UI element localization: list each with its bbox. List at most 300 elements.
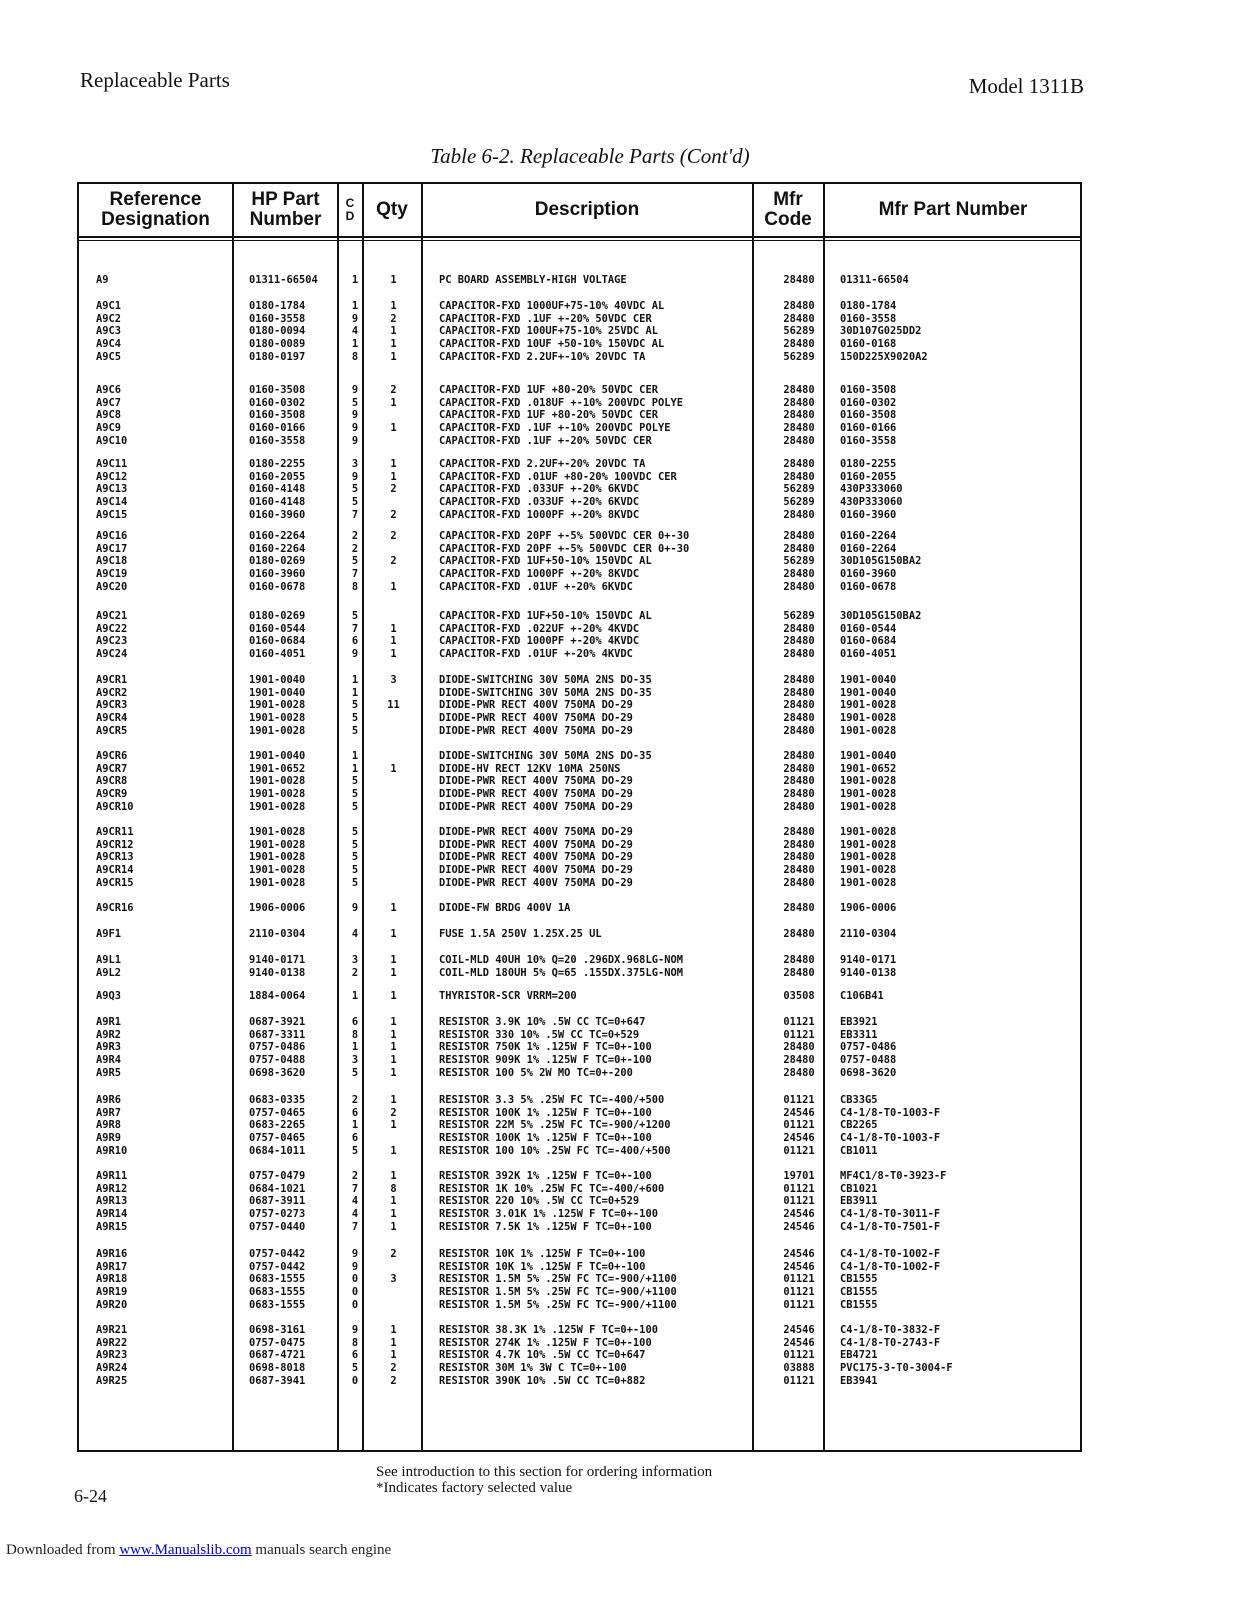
ref-designation: A9CR8 bbox=[96, 775, 128, 788]
cd-digit: 3 bbox=[351, 458, 359, 470]
cd-digit: 5 bbox=[351, 555, 359, 568]
mfr-part-number: C4-1/8-T0-2743-F bbox=[840, 1336, 941, 1349]
mfr-part-number: 0160-3558 bbox=[840, 312, 897, 325]
hp-part-number: 0757-0465 bbox=[249, 1132, 306, 1145]
table-row bbox=[79, 1029, 1080, 1042]
footnote-line: *Indicates factory selected value bbox=[376, 1480, 573, 1496]
header-rule bbox=[79, 236, 1080, 238]
table-row bbox=[79, 990, 1080, 1003]
ref-designation: A9R23 bbox=[96, 1349, 128, 1362]
cd-digit: 2 bbox=[351, 1094, 359, 1106]
mfr-part-number: 1901-0028 bbox=[840, 724, 897, 737]
table-row bbox=[79, 902, 1080, 915]
mfr-part-number: 9140-0138 bbox=[840, 966, 897, 979]
ref-designation: A9R12 bbox=[96, 1182, 128, 1195]
table-row bbox=[79, 530, 1080, 543]
cd-digit: 3 bbox=[351, 954, 359, 966]
cd-digit: 0 bbox=[351, 1298, 359, 1311]
hp-part-number: 0683-2265 bbox=[249, 1119, 306, 1132]
mfr-part-number: 1901-0028 bbox=[840, 876, 897, 889]
ref-designation: A9R11 bbox=[96, 1170, 128, 1182]
ref-designation: A9R9 bbox=[96, 1132, 122, 1145]
table-row bbox=[79, 712, 1080, 725]
mfr-part-number: C106B41 bbox=[840, 990, 884, 1002]
col-header-cd: C D bbox=[345, 196, 355, 223]
header-rule bbox=[79, 240, 1080, 241]
page-number: 6-24 bbox=[74, 1486, 107, 1506]
mfr-part-number: MF4C1/8-T0-3923-F bbox=[840, 1170, 947, 1182]
ref-designation: A9L2 bbox=[96, 966, 122, 979]
mfr-part-number: 0160-0684 bbox=[840, 635, 897, 648]
hp-part-number: 0757-0479 bbox=[249, 1170, 306, 1182]
ref-designation: A9C4 bbox=[96, 338, 122, 351]
description: RESISTOR 1.5M 5% .25W FC TC=-900/+1100 bbox=[439, 1286, 677, 1299]
mfr-code: 28480 bbox=[783, 788, 815, 801]
table-row bbox=[79, 397, 1080, 410]
hp-part-number: 0160-0678 bbox=[249, 580, 306, 593]
cd-digit: 5 bbox=[351, 483, 359, 496]
mfr-code: 03888 bbox=[783, 1362, 815, 1375]
mfr-code: 28480 bbox=[783, 434, 815, 447]
mfr-code: 01121 bbox=[783, 1016, 815, 1028]
table-row bbox=[79, 555, 1080, 568]
mfr-part-number: 1901-0028 bbox=[840, 699, 897, 712]
cd-digit: 7 bbox=[351, 1182, 359, 1195]
qty: 1 bbox=[390, 580, 397, 593]
hp-part-number: 0160-3508 bbox=[249, 384, 306, 396]
description: DIODE-SWITCHING 30V 50MA 2NS DO-35 bbox=[439, 686, 652, 699]
mfr-part-number: 0160-0302 bbox=[840, 396, 897, 409]
description: DIODE-FW BRDG 400V 1A bbox=[439, 902, 571, 914]
ref-designation: A9R2 bbox=[96, 1028, 122, 1041]
mfr-code: 28480 bbox=[783, 1041, 815, 1054]
mfr-code: 56289 bbox=[783, 610, 815, 622]
cd-digit: 1 bbox=[351, 762, 359, 775]
table-row bbox=[79, 967, 1080, 980]
ref-designation: A9CR5 bbox=[96, 724, 128, 737]
hp-part-number: 0180-0094 bbox=[249, 325, 306, 338]
qty: 1 bbox=[390, 1041, 397, 1054]
mfr-part-number: 1901-0028 bbox=[840, 838, 897, 851]
description: RESISTOR 100 5% 2W MO TC=0+-200 bbox=[439, 1066, 633, 1079]
mfr-code: 24546 bbox=[783, 1132, 815, 1145]
qty: 2 bbox=[390, 483, 397, 496]
description: DIODE-PWR RECT 400V 750MA DO-29 bbox=[439, 724, 633, 737]
description: DIODE-PWR RECT 400V 750MA DO-29 bbox=[439, 838, 633, 851]
mfr-part-number: 1901-0028 bbox=[840, 775, 897, 788]
mfr-part-number: 0160-3558 bbox=[840, 434, 897, 447]
col-header-description: Description bbox=[534, 199, 640, 220]
ref-designation: A9 bbox=[96, 274, 109, 286]
cd-digit: 2 bbox=[351, 966, 359, 979]
mfr-code: 24546 bbox=[783, 1208, 815, 1221]
cd-digit: 5 bbox=[351, 826, 359, 838]
table-row bbox=[79, 826, 1080, 839]
table-row bbox=[79, 471, 1080, 484]
qty: 3 bbox=[390, 1273, 397, 1286]
download-prefix: Downloaded from bbox=[6, 1542, 120, 1558]
mfr-code: 01121 bbox=[783, 1374, 815, 1387]
ref-designation: A9C20 bbox=[96, 580, 128, 593]
hp-part-number: 1901-0028 bbox=[249, 851, 306, 864]
mfr-part-number: 0698-3620 bbox=[840, 1066, 897, 1079]
description: RESISTOR 1.5M 5% .25W FC TC=-900/+1100 bbox=[439, 1298, 677, 1311]
mfr-part-number: 0757-0488 bbox=[840, 1054, 897, 1067]
parts-table bbox=[77, 182, 1082, 1452]
cd-digit: 6 bbox=[351, 1016, 359, 1028]
table-row bbox=[79, 851, 1080, 864]
mfr-part-number: 30D107G025DD2 bbox=[840, 325, 922, 338]
mfr-code: 28480 bbox=[783, 409, 815, 422]
table-row bbox=[79, 1286, 1080, 1299]
qty: 1 bbox=[390, 1054, 397, 1067]
cd-digit: 5 bbox=[351, 775, 359, 788]
description: CAPACITOR-FXD 100UF+75-10% 25VDC AL bbox=[439, 325, 658, 338]
mfr-part-number: 1906-0006 bbox=[840, 902, 897, 914]
mfr-code: 01121 bbox=[783, 1144, 815, 1157]
col-header-qty: Qty bbox=[376, 199, 408, 220]
mfr-part-number: 150D225X9020A2 bbox=[840, 350, 928, 363]
manualslib-link[interactable]: www.Manualslib.com bbox=[119, 1542, 252, 1558]
hp-part-number: 0160-4148 bbox=[249, 483, 306, 496]
hp-part-number: 0160-0684 bbox=[249, 635, 306, 648]
ref-designation: A9C7 bbox=[96, 396, 122, 409]
ref-designation: A9R15 bbox=[96, 1220, 128, 1233]
table-row bbox=[79, 1221, 1080, 1234]
description: RESISTOR 390K 10% .5W CC TC=0+882 bbox=[439, 1374, 646, 1387]
description: CAPACITOR-FXD 2.2UF+-10% 20VDC TA bbox=[439, 350, 646, 363]
mfr-code: 28480 bbox=[783, 864, 815, 877]
cd-digit: 5 bbox=[351, 1066, 359, 1079]
mfr-code: 28480 bbox=[783, 568, 815, 581]
ref-designation: A9R25 bbox=[96, 1374, 128, 1387]
table-row bbox=[79, 1094, 1080, 1107]
ref-designation: A9CR4 bbox=[96, 712, 128, 725]
description: CAPACITOR-FXD .018UF +-10% 200VDC POLYE bbox=[439, 396, 683, 409]
description: CAPACITOR-FXD 1000PF +-20% 4KVDC bbox=[439, 635, 640, 648]
mfr-code: 28480 bbox=[783, 470, 815, 483]
hp-part-number: 1901-0028 bbox=[249, 876, 306, 889]
cd-digit: 1 bbox=[351, 686, 359, 699]
mfr-part-number: EB4721 bbox=[840, 1349, 878, 1362]
qty: 1 bbox=[390, 1119, 397, 1132]
table-row bbox=[79, 1261, 1080, 1274]
description: RESISTOR 22M 5% .25W FC TC=-900/+1200 bbox=[439, 1119, 671, 1132]
description: RESISTOR 750K 1% .125W F TC=0+-100 bbox=[439, 1041, 652, 1054]
ref-designation: A9R19 bbox=[96, 1286, 128, 1299]
mfr-part-number: C4-1/8-T0-3832-F bbox=[840, 1324, 941, 1336]
description: COIL-MLD 40UH 10% Q=20 .296DX.968LG-NOM bbox=[439, 954, 683, 966]
table-row bbox=[79, 435, 1080, 448]
cd-digit: 5 bbox=[351, 876, 359, 889]
cd-digit: 0 bbox=[351, 1374, 359, 1387]
hp-part-number: 1901-0028 bbox=[249, 775, 306, 788]
qty: 1 bbox=[390, 1208, 397, 1221]
mfr-code: 28480 bbox=[783, 902, 815, 914]
mfr-code: 01121 bbox=[783, 1349, 815, 1362]
ref-designation: A9F1 bbox=[96, 928, 122, 940]
table-row bbox=[79, 274, 1080, 287]
mfr-part-number: CB1555 bbox=[840, 1273, 878, 1286]
table-row bbox=[79, 581, 1080, 594]
qty: 2 bbox=[390, 1248, 397, 1260]
qty: 2 bbox=[390, 555, 397, 568]
ref-designation: A9C23 bbox=[96, 635, 128, 648]
cd-digit: 0 bbox=[351, 1273, 359, 1286]
description: DIODE-PWR RECT 400V 750MA DO-29 bbox=[439, 712, 633, 725]
cd-digit: 2 bbox=[351, 542, 359, 555]
description: DIODE-PWR RECT 400V 750MA DO-29 bbox=[439, 826, 633, 838]
download-suffix: manuals search engine bbox=[251, 1542, 392, 1558]
qty: 1 bbox=[390, 1195, 397, 1208]
ref-designation: A9C15 bbox=[96, 508, 128, 521]
table-row bbox=[79, 1362, 1080, 1375]
mfr-part-number: CB1555 bbox=[840, 1286, 878, 1299]
qty: 1 bbox=[390, 325, 397, 338]
qty: 11 bbox=[387, 699, 400, 712]
mfr-part-number: EB3941 bbox=[840, 1374, 878, 1387]
cd-digit: 1 bbox=[351, 300, 359, 312]
description: CAPACITOR-FXD 20PF +-5% 500VDC CER 0+-30 bbox=[439, 530, 690, 542]
table-row bbox=[79, 1054, 1080, 1067]
row-group bbox=[79, 750, 1080, 813]
cd-digit: 6 bbox=[351, 1106, 359, 1119]
table-row bbox=[79, 1248, 1080, 1261]
row-group bbox=[79, 1324, 1080, 1387]
mfr-part-number: 0160-0678 bbox=[840, 580, 897, 593]
ref-designation: A9C12 bbox=[96, 470, 128, 483]
qty: 1 bbox=[390, 470, 397, 483]
description: RESISTOR 100 10% .25W FC TC=-400/+500 bbox=[439, 1144, 671, 1157]
mfr-part-number: 9140-0171 bbox=[840, 954, 897, 966]
description: RESISTOR 7.5K 1% .125W F TC=0+-100 bbox=[439, 1220, 652, 1233]
hp-part-number: 0160-0544 bbox=[249, 622, 306, 635]
hp-part-number: 1901-0028 bbox=[249, 699, 306, 712]
qty: 1 bbox=[390, 396, 397, 409]
table-row bbox=[79, 338, 1080, 351]
mfr-code: 24546 bbox=[783, 1106, 815, 1119]
qty: 1 bbox=[390, 1324, 397, 1336]
ref-designation: A9R5 bbox=[96, 1066, 122, 1079]
description: CAPACITOR-FXD 20PF +-5% 500VDC CER 0+-30 bbox=[439, 542, 690, 555]
hp-part-number: 1901-0652 bbox=[249, 762, 306, 775]
footnote-line: See introduction to this section for ordering information bbox=[376, 1464, 713, 1480]
mfr-part-number: 1901-0652 bbox=[840, 762, 897, 775]
qty: 3 bbox=[390, 674, 397, 686]
table-row bbox=[79, 1299, 1080, 1312]
hp-part-number: 0757-0475 bbox=[249, 1336, 306, 1349]
mfr-part-number: 1901-0028 bbox=[840, 712, 897, 725]
cd-digit: 9 bbox=[351, 409, 359, 422]
mfr-code: 03508 bbox=[783, 990, 815, 1002]
hp-part-number: 1906-0006 bbox=[249, 902, 306, 914]
mfr-code: 28480 bbox=[783, 724, 815, 737]
cd-digit: 9 bbox=[351, 434, 359, 447]
description: PC BOARD ASSEMBLY-HIGH VOLTAGE bbox=[439, 274, 627, 286]
ref-designation: A9C21 bbox=[96, 610, 128, 622]
mfr-part-number: C4-1/8-T0-7501-F bbox=[840, 1220, 941, 1233]
qty: 1 bbox=[390, 1094, 397, 1106]
hp-part-number: 0757-0273 bbox=[249, 1208, 306, 1221]
mfr-code: 01121 bbox=[783, 1298, 815, 1311]
table-row bbox=[79, 725, 1080, 738]
ref-designation: A9C24 bbox=[96, 648, 128, 661]
hp-part-number: 0160-4148 bbox=[249, 496, 306, 509]
description: RESISTOR 4.7K 10% .5W CC TC=0+647 bbox=[439, 1349, 646, 1362]
qty: 1 bbox=[390, 635, 397, 648]
ref-designation: A9R13 bbox=[96, 1195, 128, 1208]
ref-designation: A9CR7 bbox=[96, 762, 128, 775]
mfr-code: 28480 bbox=[783, 635, 815, 648]
description: RESISTOR 10K 1% .125W F TC=0+-100 bbox=[439, 1260, 646, 1273]
mfr-part-number: 0160-2055 bbox=[840, 470, 897, 483]
mfr-part-number: EB3311 bbox=[840, 1028, 878, 1041]
description: CAPACITOR-FXD .1UF +-20% 50VDC CER bbox=[439, 434, 652, 447]
mfr-code: 28480 bbox=[783, 422, 815, 435]
mfr-part-number: 0180-2255 bbox=[840, 458, 897, 470]
cd-digit: 9 bbox=[351, 1248, 359, 1260]
description: FUSE 1.5A 250V 1.25X.25 UL bbox=[439, 928, 602, 940]
qty: 2 bbox=[390, 384, 397, 396]
row-group bbox=[79, 954, 1080, 979]
description: RESISTOR 220 10% .5W CC TC=0+529 bbox=[439, 1195, 640, 1208]
ref-designation: A9C9 bbox=[96, 422, 122, 435]
qty: 1 bbox=[390, 338, 397, 351]
qty: 1 bbox=[390, 648, 397, 661]
hp-part-number: 0160-0166 bbox=[249, 422, 306, 435]
ref-designation: A9Q3 bbox=[96, 990, 122, 1002]
ref-designation: A9CR11 bbox=[96, 826, 134, 838]
hp-part-number: 0687-3921 bbox=[249, 1016, 306, 1028]
cd-digit: 5 bbox=[351, 838, 359, 851]
qty: 1 bbox=[390, 300, 397, 312]
description: CAPACITOR-FXD .01UF +80-20% 100VDC CER bbox=[439, 470, 677, 483]
table-row bbox=[79, 300, 1080, 313]
table-row bbox=[79, 1119, 1080, 1132]
row-group bbox=[79, 1248, 1080, 1311]
mfr-code: 56289 bbox=[783, 496, 815, 509]
ref-designation: A9C11 bbox=[96, 458, 128, 470]
cd-digit: 4 bbox=[351, 1195, 359, 1208]
mfr-code: 28480 bbox=[783, 458, 815, 470]
mfr-part-number: 1901-0028 bbox=[840, 788, 897, 801]
hp-part-number: 0698-3161 bbox=[249, 1324, 306, 1336]
table-row bbox=[79, 422, 1080, 435]
description: DIODE-PWR RECT 400V 750MA DO-29 bbox=[439, 699, 633, 712]
ref-designation: A9R17 bbox=[96, 1260, 128, 1273]
mfr-code: 01121 bbox=[783, 1195, 815, 1208]
description: CAPACITOR-FXD .033UF +-20% 6KVDC bbox=[439, 496, 640, 509]
table-row bbox=[79, 687, 1080, 700]
ref-designation: A9CR15 bbox=[96, 876, 134, 889]
col-header-mfr-code: Mfr Code bbox=[764, 189, 812, 230]
qty: 2 bbox=[390, 508, 397, 521]
table-row bbox=[79, 1041, 1080, 1054]
mfr-code: 28480 bbox=[783, 300, 815, 312]
mfr-part-number: C4-1/8-T0-1003-F bbox=[840, 1106, 941, 1119]
row-group bbox=[79, 826, 1080, 889]
ref-designation: A9CR3 bbox=[96, 699, 128, 712]
row-group bbox=[79, 902, 1080, 915]
cd-digit: 5 bbox=[351, 851, 359, 864]
hp-part-number: 0160-3558 bbox=[249, 312, 306, 325]
hp-part-number: 1901-0028 bbox=[249, 724, 306, 737]
mfr-code: 28480 bbox=[783, 851, 815, 864]
description: CAPACITOR-FXD 1UF +80-20% 50VDC CER bbox=[439, 409, 658, 422]
table-row bbox=[79, 1145, 1080, 1158]
mfr-code: 28480 bbox=[783, 954, 815, 966]
table-row bbox=[79, 1273, 1080, 1286]
cd-digit: 5 bbox=[351, 800, 359, 813]
mfr-code: 56289 bbox=[783, 325, 815, 338]
mfr-part-number: 1901-0040 bbox=[840, 686, 897, 699]
hp-part-number: 0683-0335 bbox=[249, 1094, 306, 1106]
qty: 2 bbox=[390, 1374, 397, 1387]
ref-designation: A9R10 bbox=[96, 1144, 128, 1157]
qty: 1 bbox=[390, 350, 397, 363]
mfr-code: 28480 bbox=[783, 826, 815, 838]
cd-digit: 5 bbox=[351, 1144, 359, 1157]
description: DIODE-PWR RECT 400V 750MA DO-29 bbox=[439, 775, 633, 788]
description: DIODE-PWR RECT 400V 750MA DO-29 bbox=[439, 851, 633, 864]
cd-digit: 9 bbox=[351, 902, 359, 914]
table-row bbox=[79, 458, 1080, 471]
hp-part-number: 1901-0028 bbox=[249, 788, 306, 801]
cd-digit: 8 bbox=[351, 1336, 359, 1349]
mfr-part-number: 0160-3960 bbox=[840, 508, 897, 521]
col-header-reference: Reference Designation bbox=[101, 189, 210, 230]
description: CAPACITOR-FXD 1UF +80-20% 50VDC CER bbox=[439, 384, 658, 396]
hp-part-number: 0160-2055 bbox=[249, 470, 306, 483]
cd-digit: 4 bbox=[351, 1208, 359, 1221]
cd-digit: 9 bbox=[351, 384, 359, 396]
mfr-code: 01121 bbox=[783, 1286, 815, 1299]
ref-designation: A9R8 bbox=[96, 1119, 122, 1132]
ref-designation: A9R7 bbox=[96, 1106, 122, 1119]
qty: 1 bbox=[390, 966, 397, 979]
mfr-part-number: 30D105G150BA2 bbox=[840, 555, 922, 568]
cd-digit: 4 bbox=[351, 928, 359, 940]
hp-part-number: 0757-0486 bbox=[249, 1041, 306, 1054]
cd-digit: 6 bbox=[351, 1349, 359, 1362]
qty: 1 bbox=[390, 1144, 397, 1157]
description: DIODE-HV RECT 12KV 10MA 250NS bbox=[439, 762, 621, 775]
hp-part-number: 2110-0304 bbox=[249, 928, 306, 940]
col-header-mfr-part: Mfr Part Number bbox=[878, 199, 1028, 220]
hp-part-number: 0757-0488 bbox=[249, 1054, 306, 1067]
mfr-code: 28480 bbox=[783, 580, 815, 593]
hp-part-number: 0687-3311 bbox=[249, 1028, 306, 1041]
row-group bbox=[79, 1016, 1080, 1079]
table-row bbox=[79, 1195, 1080, 1208]
hp-part-number: 0180-2255 bbox=[249, 458, 306, 470]
mfr-part-number: 0160-0544 bbox=[840, 622, 897, 635]
row-group bbox=[79, 274, 1080, 287]
description: RESISTOR 100K 1% .125W F TC=0+-100 bbox=[439, 1106, 652, 1119]
ref-designation: A9C1 bbox=[96, 300, 122, 312]
table-row bbox=[79, 763, 1080, 776]
hp-part-number: 0698-8018 bbox=[249, 1362, 306, 1375]
table-row bbox=[79, 509, 1080, 522]
table-row bbox=[79, 483, 1080, 496]
qty: 2 bbox=[390, 530, 397, 542]
table-row bbox=[79, 788, 1080, 801]
mfr-part-number: 0160-2264 bbox=[840, 530, 897, 542]
description: DIODE-SWITCHING 30V 50MA 2NS DO-35 bbox=[439, 750, 652, 762]
table-row bbox=[79, 1132, 1080, 1145]
mfr-part-number: 0160-3960 bbox=[840, 568, 897, 581]
description: THYRISTOR-SCR VRRM=200 bbox=[439, 990, 577, 1002]
